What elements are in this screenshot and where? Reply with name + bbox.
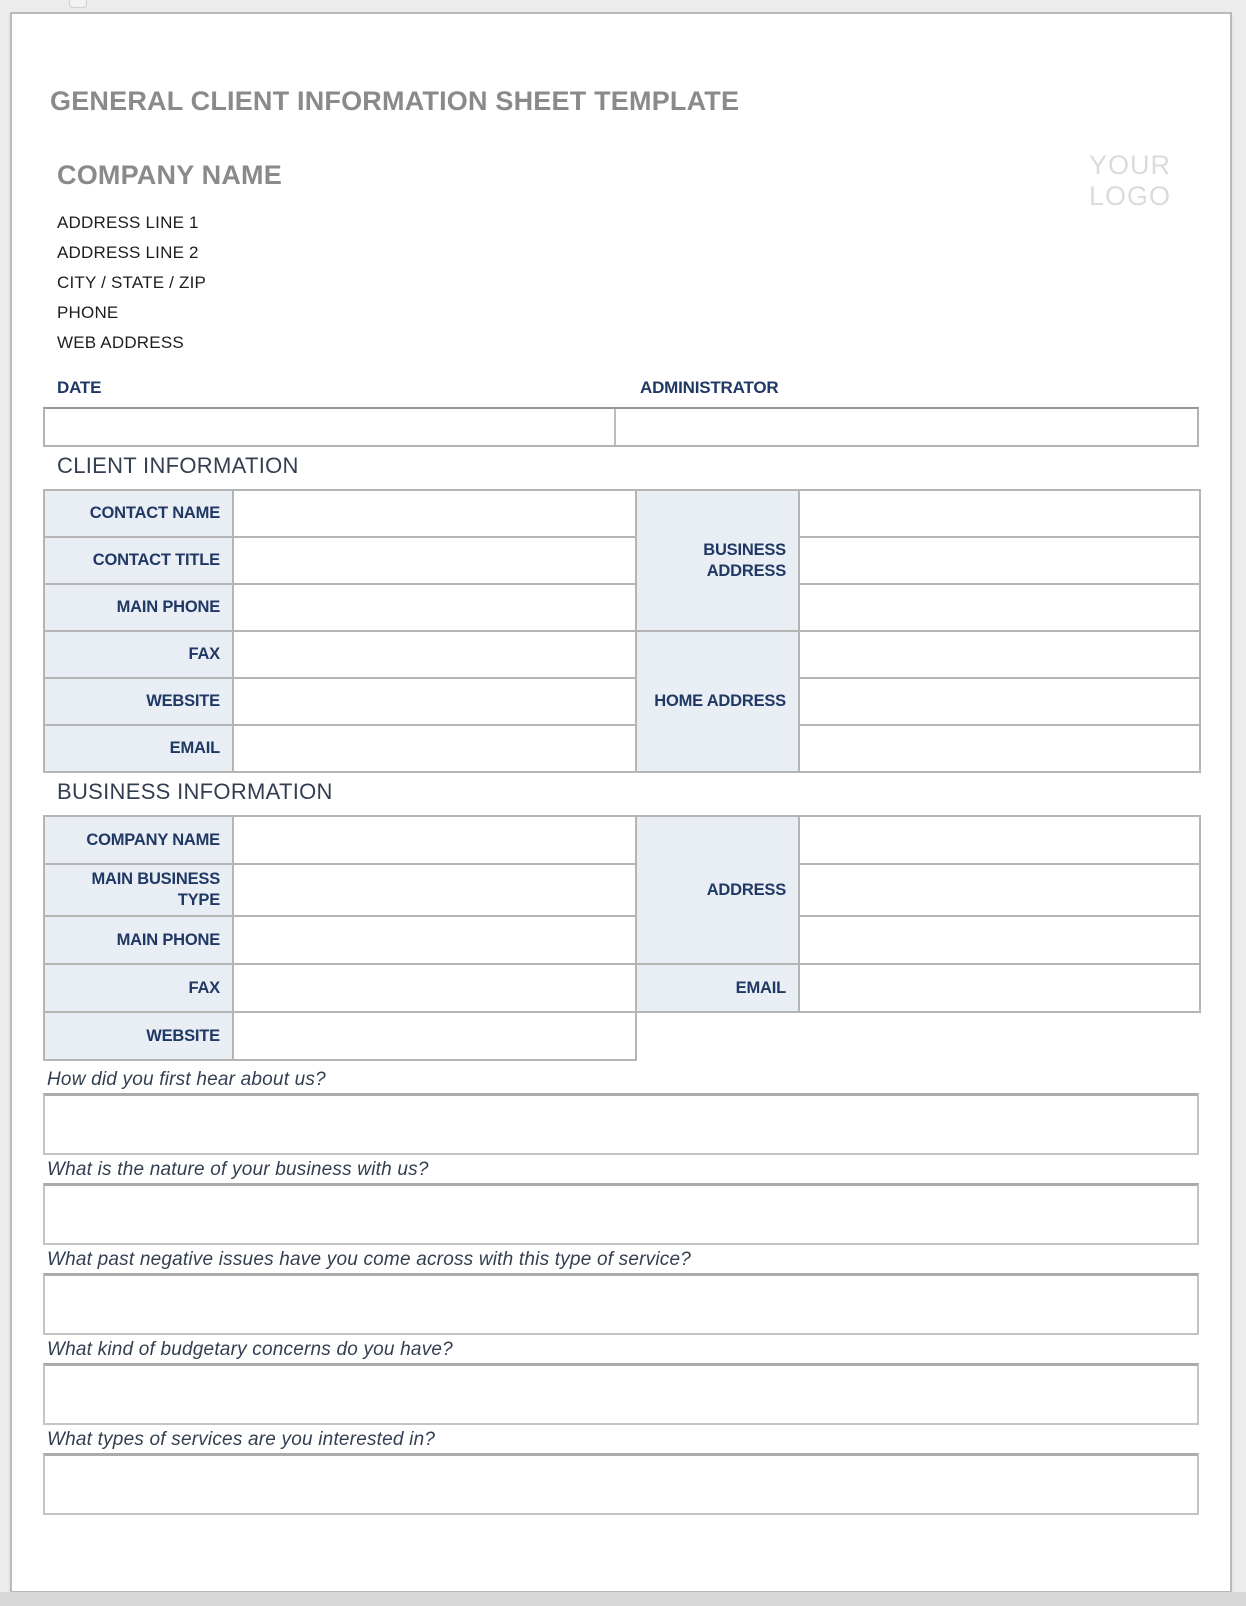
business-information-heading: BUSINESS INFORMATION bbox=[57, 779, 333, 804]
question-5-answer-input[interactable] bbox=[43, 1453, 1199, 1515]
question-2-answer-input[interactable] bbox=[43, 1183, 1199, 1245]
website-label: WEBSITE bbox=[44, 678, 233, 725]
home-address-line-3-input[interactable] bbox=[799, 725, 1200, 772]
biz-email-input[interactable] bbox=[799, 964, 1200, 1012]
table-row bbox=[44, 725, 1200, 772]
biz-main-business-type-input[interactable] bbox=[233, 864, 636, 916]
biz-main-business-type-label: MAIN BUSINESS TYPE bbox=[44, 864, 233, 916]
biz-company-name-input[interactable] bbox=[233, 816, 636, 864]
table-row bbox=[44, 816, 1200, 864]
table-row bbox=[44, 537, 1200, 584]
question-block bbox=[43, 1338, 1199, 1425]
business-address-line-1-input[interactable] bbox=[799, 490, 1200, 537]
contact-title-label: CONTACT TITLE bbox=[44, 537, 233, 584]
table-row bbox=[44, 916, 1200, 964]
administrator-label: ADMINISTRATOR bbox=[640, 378, 779, 397]
fax-input[interactable] bbox=[233, 631, 636, 678]
table-row bbox=[44, 1012, 1200, 1060]
home-address-label: HOME ADDRESS bbox=[636, 631, 799, 772]
email-input[interactable] bbox=[233, 725, 636, 772]
table-row bbox=[44, 678, 1200, 725]
address-line-1: ADDRESS LINE 1 bbox=[57, 213, 199, 232]
business-address-line-3-input[interactable] bbox=[799, 584, 1200, 631]
biz-address-line-2-input[interactable] bbox=[799, 864, 1200, 916]
contact-name-input[interactable] bbox=[233, 490, 636, 537]
question-2-prompt: What is the nature of your business with us? bbox=[47, 1159, 429, 1180]
logo-placeholder bbox=[1074, 150, 1186, 212]
address-line-3: CITY / STATE / ZIP bbox=[57, 273, 207, 292]
question-3-answer-input[interactable] bbox=[43, 1273, 1199, 1335]
question-1-prompt: How did you first hear about us? bbox=[47, 1069, 326, 1090]
question-1-answer-input[interactable] bbox=[43, 1093, 1199, 1155]
question-5-prompt: What types of services are you interested in? bbox=[47, 1429, 436, 1450]
question-block bbox=[43, 1158, 1199, 1245]
question-block bbox=[43, 1428, 1199, 1515]
biz-email-label: EMAIL bbox=[636, 964, 799, 1012]
backdrop-bottom-strip bbox=[0, 1592, 1246, 1606]
company-address-block bbox=[57, 208, 206, 358]
question-3-prompt: What past negative issues have you come across with this type of service? bbox=[47, 1249, 692, 1270]
contact-name-label: CONTACT NAME bbox=[44, 490, 233, 537]
date-input[interactable] bbox=[45, 409, 616, 445]
question-4-answer-input[interactable] bbox=[43, 1363, 1199, 1425]
table-row bbox=[44, 964, 1200, 1012]
biz-address-line-3-input[interactable] bbox=[799, 916, 1200, 964]
question-4-prompt: What kind of budgetary concerns do you have? bbox=[47, 1339, 453, 1360]
fax-label: FAX bbox=[44, 631, 233, 678]
logo-line-2: LOGO bbox=[1088, 181, 1172, 211]
address-line-4: PHONE bbox=[57, 303, 119, 322]
biz-company-name-label: COMPANY NAME bbox=[44, 816, 233, 864]
administrator-input[interactable] bbox=[616, 409, 1197, 445]
business-information-table bbox=[43, 815, 1201, 1061]
page-tab-artifact bbox=[69, 0, 87, 8]
business-address-line-2-input[interactable] bbox=[799, 537, 1200, 584]
biz-website-label: WEBSITE bbox=[44, 1012, 233, 1060]
company-name: COMPANY NAME bbox=[57, 160, 282, 190]
date-label: DATE bbox=[57, 378, 102, 397]
table-row bbox=[44, 864, 1200, 916]
question-block bbox=[43, 1248, 1199, 1335]
biz-main-phone-label: MAIN PHONE bbox=[44, 916, 233, 964]
email-label: EMAIL bbox=[44, 725, 233, 772]
website-input[interactable] bbox=[233, 678, 636, 725]
biz-main-phone-input[interactable] bbox=[233, 916, 636, 964]
contact-title-input[interactable] bbox=[233, 537, 636, 584]
logo-line-1: YOUR bbox=[1088, 150, 1171, 180]
date-administrator-row bbox=[43, 407, 1199, 447]
document-title: GENERAL CLIENT INFORMATION SHEET TEMPLATE bbox=[50, 86, 740, 116]
questions-section bbox=[43, 1068, 1199, 1518]
home-address-line-2-input[interactable] bbox=[799, 678, 1200, 725]
question-block bbox=[43, 1068, 1199, 1155]
main-phone-input[interactable] bbox=[233, 584, 636, 631]
main-phone-label: MAIN PHONE bbox=[44, 584, 233, 631]
client-information-heading: CLIENT INFORMATION bbox=[57, 453, 299, 478]
address-line-5: WEB ADDRESS bbox=[57, 333, 184, 352]
home-address-line-1-input[interactable] bbox=[799, 631, 1200, 678]
biz-fax-label: FAX bbox=[44, 964, 233, 1012]
document-page bbox=[10, 12, 1232, 1593]
biz-fax-input[interactable] bbox=[233, 964, 636, 1012]
table-row bbox=[44, 631, 1200, 678]
client-information-table bbox=[43, 489, 1201, 773]
biz-address-label: ADDRESS bbox=[636, 816, 799, 964]
table-row bbox=[44, 584, 1200, 631]
table-row bbox=[44, 490, 1200, 537]
business-address-label: BUSINESS ADDRESS bbox=[636, 490, 799, 631]
biz-website-input[interactable] bbox=[233, 1012, 636, 1060]
address-line-2: ADDRESS LINE 2 bbox=[57, 243, 199, 262]
biz-address-line-1-input[interactable] bbox=[799, 816, 1200, 864]
